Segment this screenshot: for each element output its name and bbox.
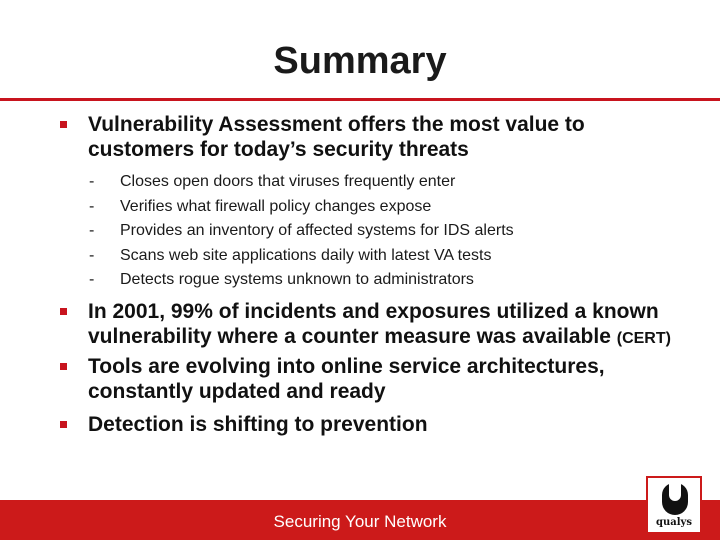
logo-wordmark: qualys [656,517,692,528]
bullet-text: Vulnerability Assessment offers the most value to customers for today’s security threats [88,113,585,161]
red-square-bullet-icon [60,421,67,428]
sub-bullet-list [84,170,692,293]
sub-bullet-text: Scans web site applications daily with latest VA tests [120,246,492,264]
sub-bullet-text: Verifies what firewall policy changes expose [120,197,432,215]
bullet-text: In 2001, 99% of incidents and exposures utilized a known vulnerability where a counter measure was available [88,299,659,348]
qualys-logo-icon [646,476,702,534]
dash-bullet-icon: - [89,173,95,190]
sub-bullet-text: Provides an inventory of affected systems for IDS alerts [120,222,514,239]
bullet-item [52,112,692,162]
title-divider [0,98,720,101]
sub-bullet-text: Closes open doors that viruses frequently enter [120,173,456,190]
sub-bullet-item [84,268,692,293]
sub-bullet-text: Detects rogue systems unknown to administrators [120,271,474,288]
slide-content [52,112,692,437]
sub-bullet-item [84,244,692,269]
bullet-text: Tools are evolving into online service architectures, constantly updated and ready [88,354,605,403]
dash-bullet-icon: - [89,197,95,215]
dash-bullet-icon: - [89,222,95,239]
red-square-bullet-icon [60,308,67,315]
red-square-bullet-icon [60,121,67,128]
bullet-source-note: (CERT) [616,329,671,347]
bullet-text: Detection is shifting to prevention [88,412,428,436]
bullet-item [52,412,692,437]
dash-bullet-icon: - [89,246,95,264]
logo-mark [662,483,688,515]
footer-text: Securing Your Network [273,512,447,531]
bullet-item [52,354,692,404]
sub-bullet-item [84,219,692,244]
sub-bullet-item [84,170,692,195]
dash-bullet-icon: - [89,271,95,288]
slide-title: Summary [273,40,447,82]
red-square-bullet-icon [60,363,67,370]
bullet-item [52,299,692,351]
sub-bullet-item [84,195,692,220]
